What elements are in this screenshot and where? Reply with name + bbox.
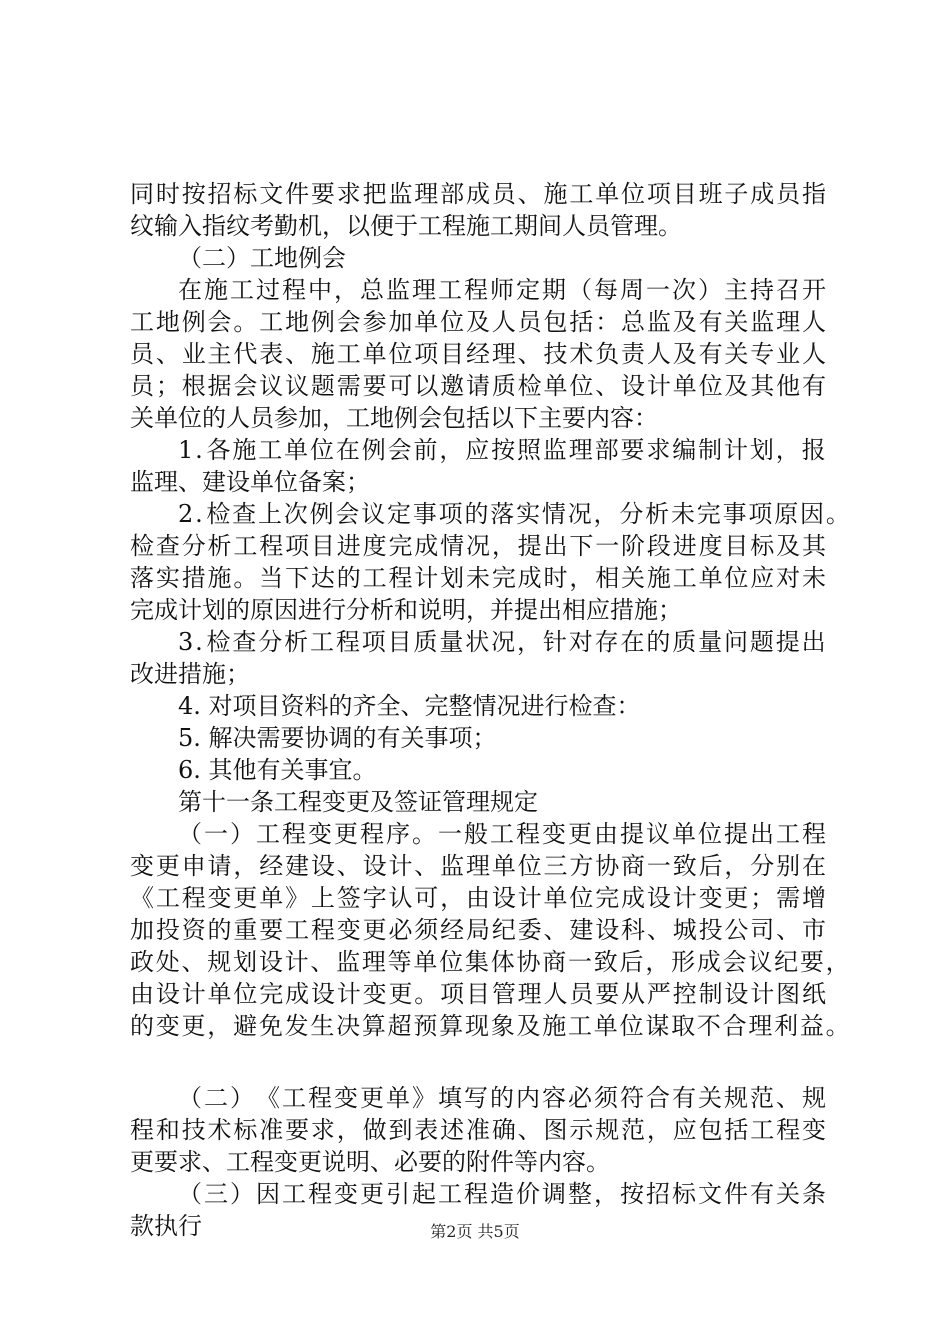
paragraph-line: 由 设 计 单 位 完 成 设 计 变 更 。 项 目 管 理 人 员 要 从 严 控 制 设 计 图 纸 — [130, 980, 826, 1008]
paragraph-line: 改进措施； — [130, 660, 250, 688]
paragraph-line: 落 实 措 施 。 当 下 达 的 工 程 计 划 未 完 成 时 ， 相 关 施 工 单 位 应 对 未 — [130, 564, 826, 592]
paragraph-line: 3 . 检 查 分 析 工 程 项 目 质 量 状 况 ， 针 对 存 在 的 质 量 问 题 提 出 — [178, 628, 826, 656]
paragraph-line: 6. 其他有关事宜。 — [178, 756, 377, 784]
page-footer: 第2页 共5页 — [430, 1222, 520, 1241]
paragraph-line: 政 处 、 规 划 设 计 、 监 理 等 单 位 集 体 协 商 一 致 后 ， 形 成 会 议 纪 要 ， — [130, 948, 850, 976]
paragraph-line: 关单位的人员参加，工地例会包括以下主要内容： — [130, 404, 658, 432]
paragraph-line: 检 查 分 析 工 程 项 目 进 度 完 成 情 况 ， 提 出 下 一 阶 段 进 度 目 标 及 其 — [130, 532, 826, 560]
paragraph-line: 2 . 检 查 上 次 例 会 议 定 事 项 的 落 实 情 况 ， 分 析 未 完 事 项 原 因 。 — [178, 500, 850, 528]
paragraph-line: 员 ； 根 据 会 议 议 题 需 要 可 以 邀 请 质 检 单 位 、 设 计 单 位 及 其 他 有 — [130, 372, 826, 400]
paragraph-line: 4. 对项目资料的齐全、完整情况进行检查： — [178, 692, 641, 720]
paragraph-line: 更要求、工程变更说明、必要的附件等内容。 — [130, 1148, 610, 1176]
paragraph-line: 《 工 程 变 更 单 》 上 签 字 认 可 ， 由 设 计 单 位 完 成 设 计 变 更 ； 需 增 — [130, 884, 826, 912]
paragraph-line: 的 变 更 ， 避 免 发 生 决 算 超 预 算 现 象 及 施 工 单 位 谋 取 不 合 理 利 益 。 — [130, 1012, 850, 1040]
paragraph-line: 员 、 业 主 代 表 、 施 工 单 位 项 目 经 理 、 技 术 负 责 人 及 有 关 专 业 人 — [130, 340, 826, 368]
paragraph-line: 款执行 — [130, 1212, 202, 1240]
paragraph-line: 同 时 按 招 标 文 件 要 求 把 监 理 部 成 员 、 施 工 单 位 项 目 班 子 成 员 指 — [130, 180, 826, 208]
paragraph-line: （二）工地例会 — [178, 244, 346, 272]
paragraph-line: 程 和 技 术 标 准 要 求 ， 做 到 表 述 准 确 、 图 示 规 范 ， 应 包 括 工 程 变 — [130, 1116, 826, 1144]
paragraph-line: （ 一 ） 工 程 变 更 程 序 。 一 般 工 程 变 更 由 提 议 单 位 提 出 工 程 — [178, 820, 826, 848]
paragraph-line: 纹输入指纹考勤机，以便于工程施工期间人员管理。 — [130, 212, 682, 240]
paragraph-line: 工 地 例 会 。 工 地 例 会 参 加 单 位 及 人 员 包 括 ： 总 监 及 有 关 监 理 人 — [130, 308, 826, 336]
paragraph-line: 第十一条工程变更及签证管理规定 — [178, 788, 538, 816]
paragraph-line: （ 三 ） 因 工 程 变 更 引 起 工 程 造 价 调 整 ， 按 招 标 文 件 有 关 条 — [178, 1180, 826, 1208]
paragraph-line: （ 二 ） 《 工 程 变 更 单 》 填 写 的 内 容 必 须 符 合 有 关 规 范 、 规 — [178, 1084, 826, 1112]
paragraph-line: 加 投 资 的 重 要 工 程 变 更 必 须 经 局 纪 委 、 建 设 科 、 城 投 公 司 、 市 — [130, 916, 826, 944]
paragraph-line: 监理、建设单位备案； — [130, 468, 370, 496]
paragraph-line: 变 更 申 请 ， 经 建 设 、 设 计 、 监 理 单 位 三 方 协 商 一 致 后 ， 分 别 在 — [130, 852, 826, 880]
paragraph-line: 1 . 各 施 工 单 位 在 例 会 前 ， 应 按 照 监 理 部 要 求 编 制 计 划 ， 报 — [178, 436, 826, 464]
paragraph-line: 完成计划的原因进行分析和说明，并提出相应措施； — [130, 596, 682, 624]
paragraph-line: 在 施 工 过 程 中 ， 总 监 理 工 程 师 定 期 （ 每 周 一 次 ） 主 持 召 开 — [178, 276, 826, 304]
paragraph-line: 5. 解决需要协调的有关事项； — [178, 724, 497, 752]
